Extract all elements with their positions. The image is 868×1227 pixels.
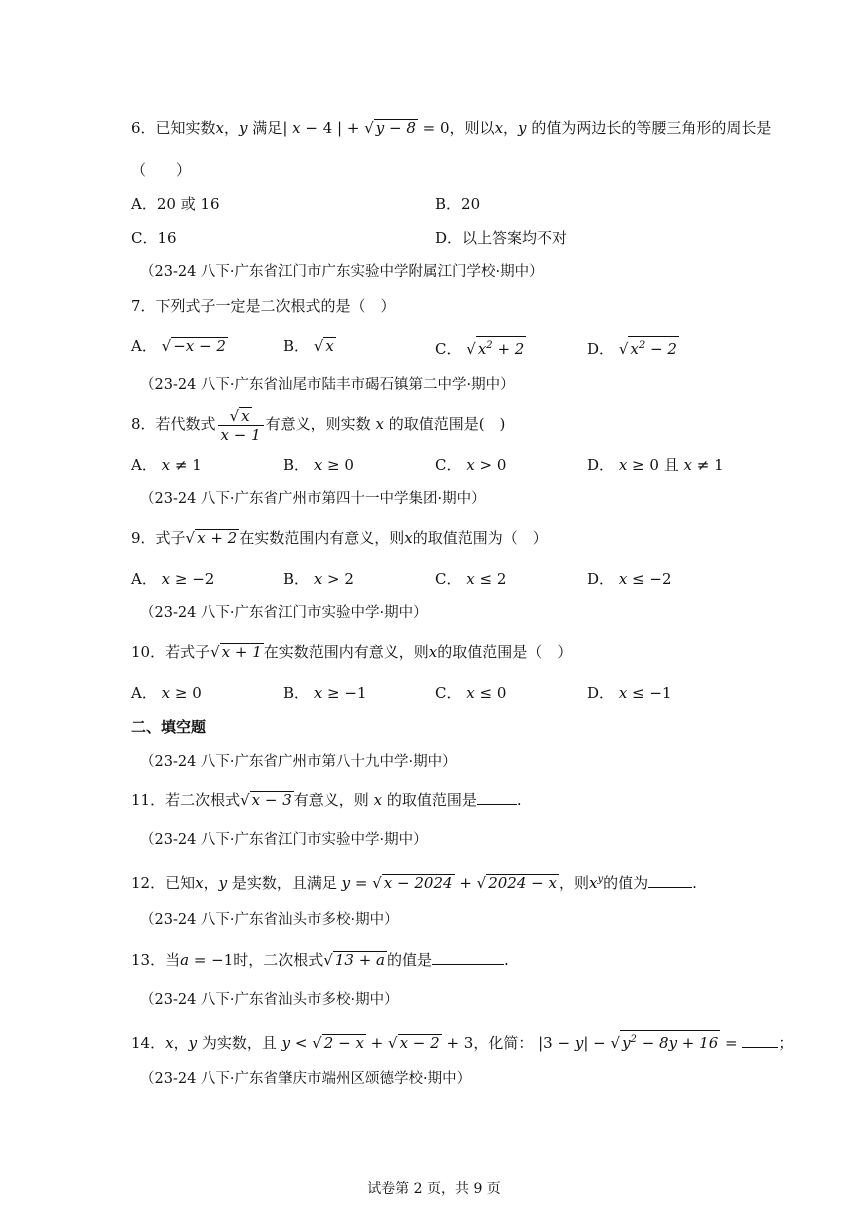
question-6-options-row2 [131, 228, 751, 248]
option-b: B． x ≥ −1 [283, 684, 367, 702]
question-10-source: （23-24 八下·广东省江门市实验中学·期中） [140, 605, 428, 621]
question-8-stem: 8．若代数式 $\frac{√ x}{x - 1}$ 有意义，则实数 x 的取值范围是( ) [131, 406, 506, 444]
question-13-source: （23-24 八下·广东省汕头市多校·期中） [140, 912, 399, 928]
option-a: A． x ≠ 1 [131, 456, 202, 474]
option-a: A．20 或 16 [131, 195, 220, 213]
answer-blank[interactable] [432, 950, 504, 965]
question-11-stem: 11．若二次根式√ x − 3 有意义，则 x 的取值范围是 . [131, 791, 522, 809]
question-8-options [131, 455, 751, 475]
question-12-source: （23-24 八下·广东省江门市实验中学·期中） [140, 832, 428, 848]
option-b: B． x > 2 [283, 570, 354, 588]
question-14-source: （23-24 八下·广东省汕头市多校·期中） [140, 992, 399, 1008]
question-7-source: （23-24 八下·广东省江门市广东实验中学附属江门学校·期中） [140, 264, 544, 280]
answer-blank[interactable] [742, 1033, 778, 1048]
option-d: D． x ≥ 0 且 x ≠ 1 [587, 456, 724, 474]
question-6-paren: （ ） [131, 161, 192, 179]
question-11-source: （23-24 八下·广东省广州市第八十九中学·期中） [140, 754, 457, 770]
question-7-stem: 7．下列式子一定是二次根式的是（ ） [131, 297, 396, 315]
option-c: C． x > 0 [435, 456, 507, 474]
option-c: C． √ $x^2 + 2$ [435, 336, 526, 359]
question-10-stem: 10．若式子√ x + 1 在实数范围内有意义，则x的取值范围是（ ） [131, 643, 573, 661]
answer-blank[interactable] [477, 790, 517, 805]
question-9-source: （23-24 八下·广东省广州市第四十一中学集团·期中） [140, 491, 486, 507]
option-d: D． x ≤ −2 [587, 570, 672, 588]
option-d: D． √ $x^2 - 2$ [587, 336, 679, 359]
option-c: C．16 [131, 229, 177, 247]
question-9-stem: 9．式子√ x + 2 在实数范围内有意义，则x的取值范围为（ ） [131, 529, 548, 547]
section-title: 二、填空题 [131, 718, 207, 736]
page-footer: 试卷第 2 页，共 9 页 [367, 1181, 501, 1197]
option-a: A． √ −x − 2 [131, 337, 226, 355]
question-14-stem: 14．x，y 为实数，且 y < √ 2 − x + √ x − 2 + 3，化简： |3 − y| − √ $y^2 - 8y + 16$ = ； [131, 1030, 793, 1053]
question-15-source: （23-24 八下·广东省肇庆市端州区颂德学校·期中） [140, 1071, 472, 1087]
option-b: B．20 [435, 195, 481, 213]
fraction: $\frac{√ x}{x - 1}$ [218, 407, 264, 444]
question-10-options [131, 683, 751, 703]
option-a: A． x ≥ −2 [131, 570, 215, 588]
answer-blank[interactable] [648, 873, 692, 888]
question-7-options [131, 336, 751, 356]
option-c: C． x ≤ 0 [435, 684, 507, 702]
question-8-source: （23-24 八下·广东省汕尾市陆丰市碣石镇第二中学·期中） [140, 377, 515, 393]
option-d: D． x ≤ −1 [587, 684, 672, 702]
option-b: B． x ≥ 0 [283, 456, 354, 474]
question-13-stem: 13．当a = −1时，二次根式√ 13 + a 的值是 . [131, 951, 509, 969]
option-b: B． √ x [283, 337, 334, 355]
question-6-options-row1 [131, 194, 751, 214]
option-c: C． x ≤ 2 [435, 570, 507, 588]
question-9-options [131, 569, 751, 589]
option-d: D．以上答案均不对 [435, 229, 568, 247]
question-12-stem: 12．已知x，y 是实数，且满足 y = √ x − 2024 + √ 2024 − x ，则$x^y$的值为 . [131, 874, 697, 892]
question-6-stem: 6．已知实数x，y 满足| x − 4 | + √ y − 8 = 0，则以x，y 的值为两边长的等腰三角形的周长是 [131, 119, 772, 137]
option-a: A． x ≥ 0 [131, 684, 202, 702]
